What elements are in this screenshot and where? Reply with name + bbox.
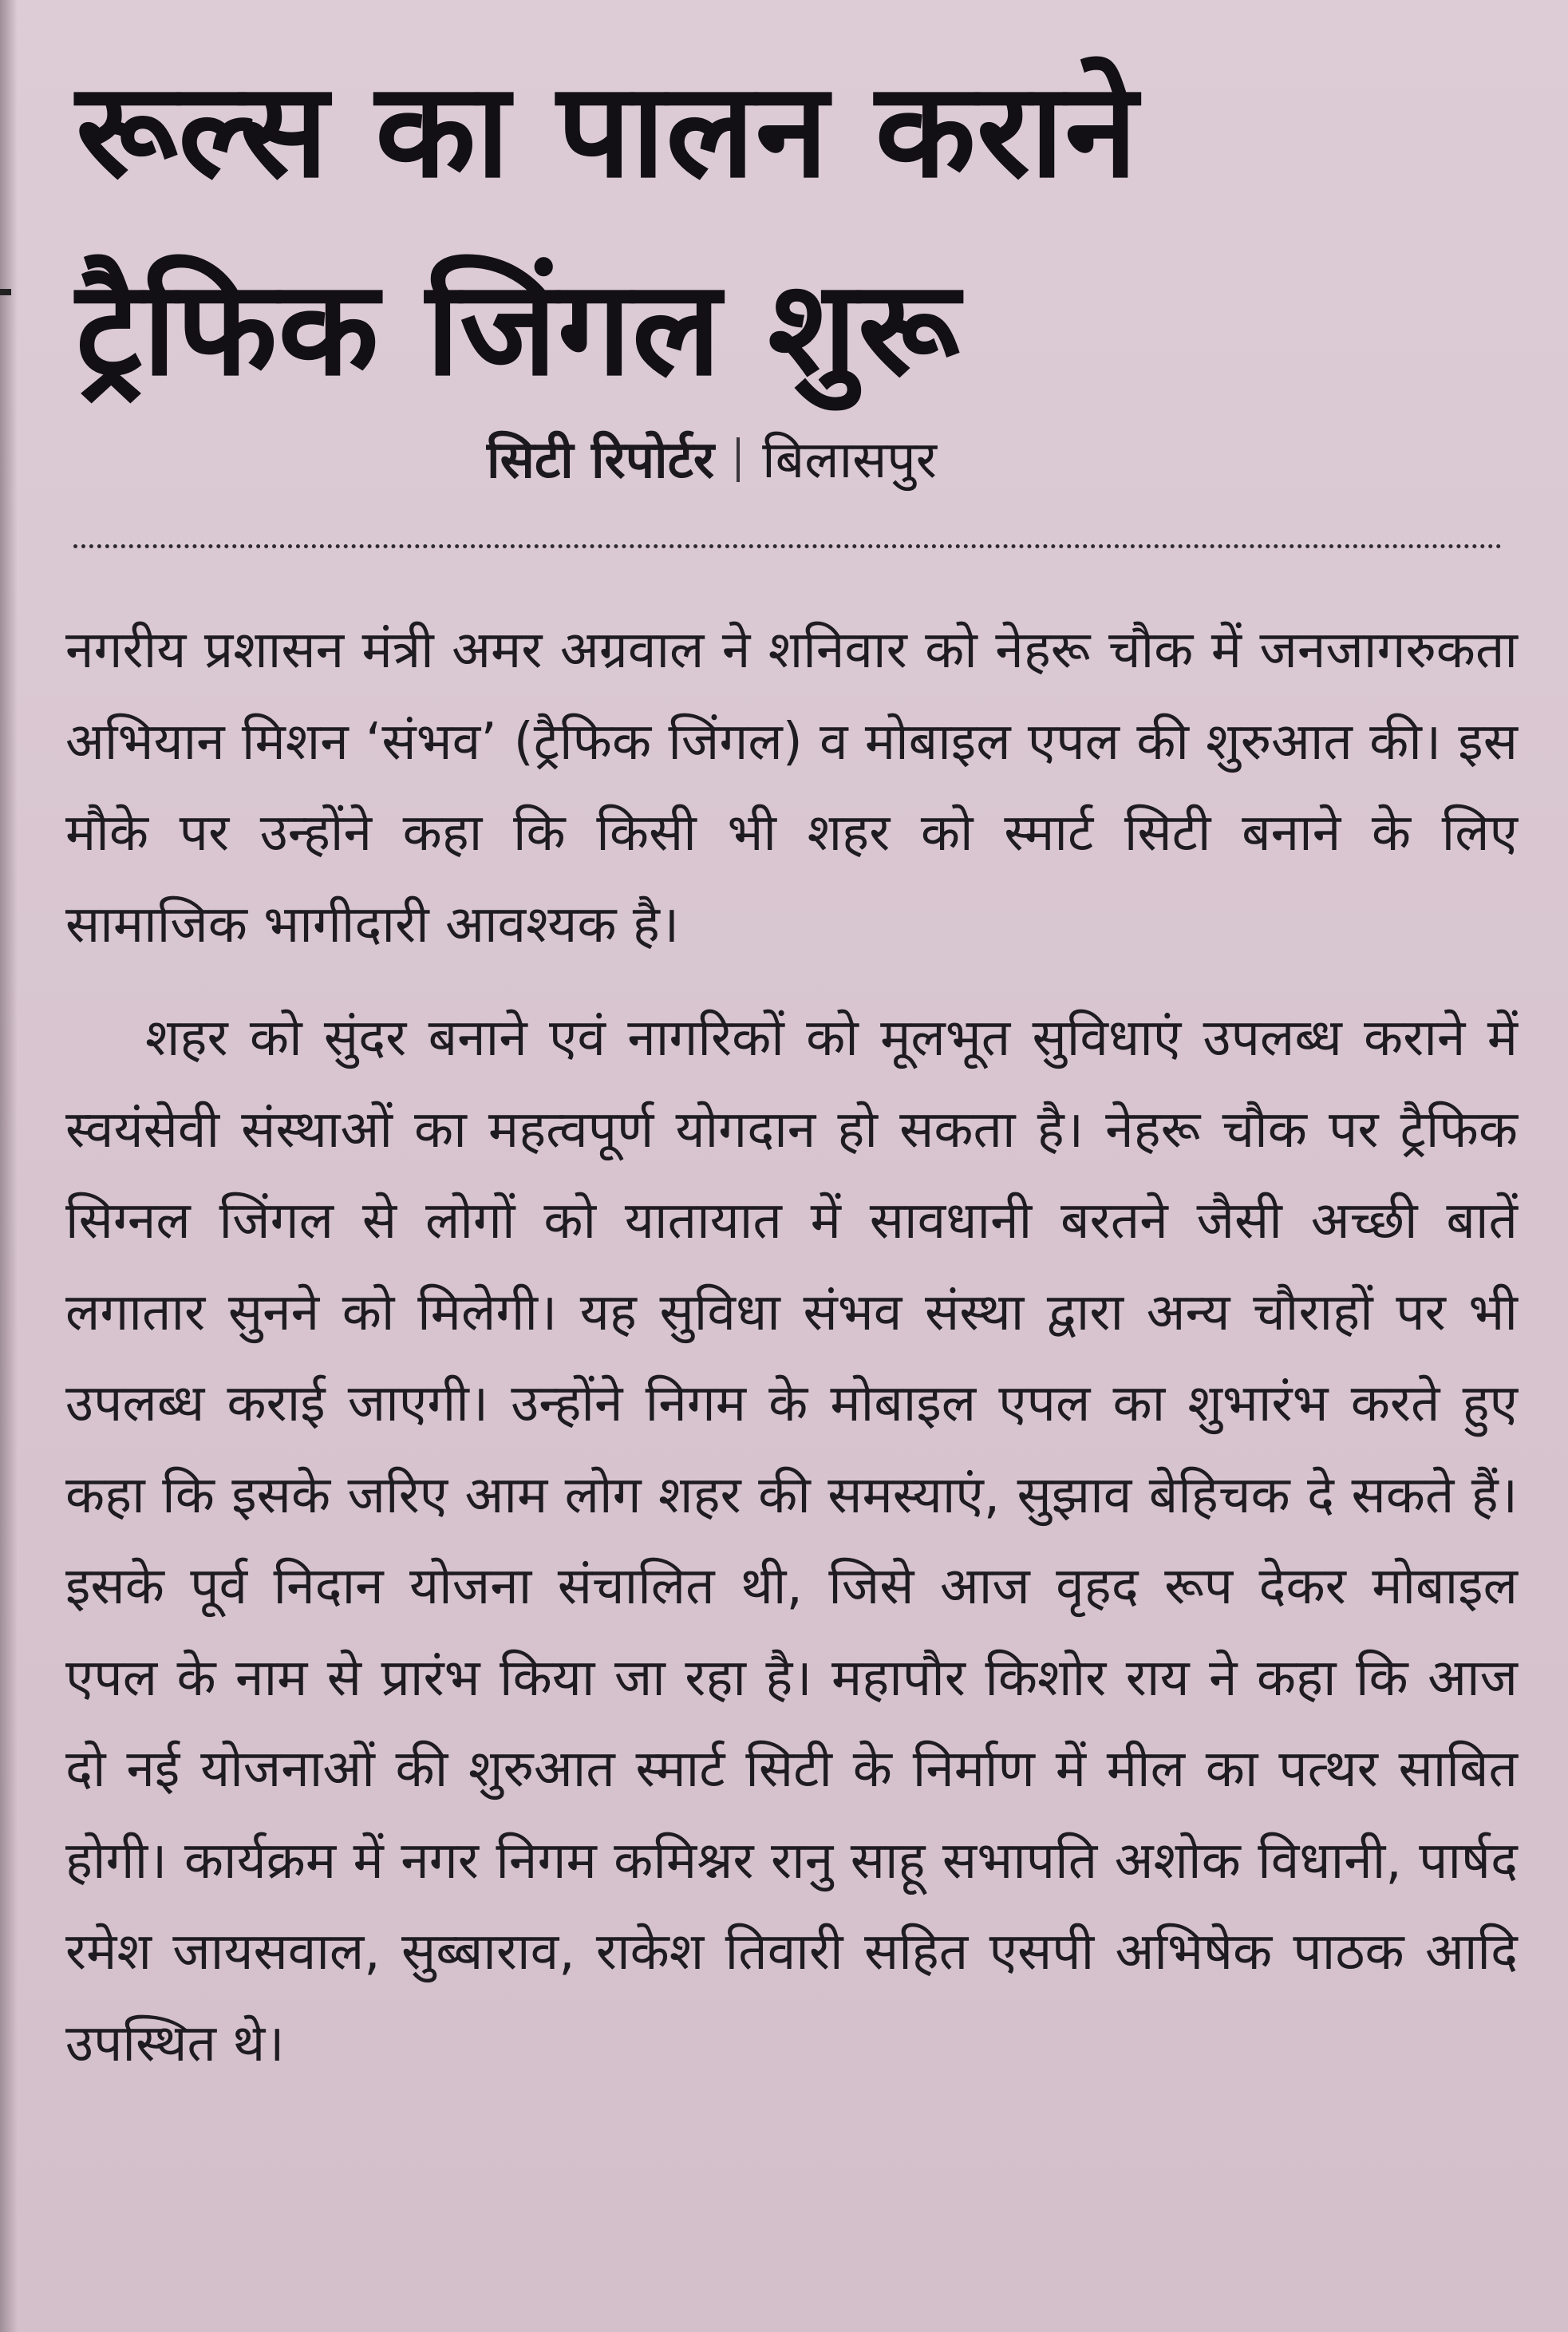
byline-separator [737,437,740,482]
dotted-divider [73,544,1502,548]
byline-city: बिलासपुर [762,431,937,490]
headline-line-1: रूल्स का पालन कराने [76,54,1139,207]
byline [487,423,937,492]
headline [76,32,1512,428]
headline-line-2: ट्रैफिक जिंगल शुरू [76,252,961,405]
article-paragraph-2: शहर को सुंदर बनाने एवं नागरिकों को मूलभूत सुविधाएं उपलब्ध कराने में स्वयंसेवी संस्थाओं का महत्वपूर्ण योगदान हो सकता है। नेहरू चौक पर ट्रैफिक सिग्नल जिंगल से लोगों को यातायात में सावधानी बरतने जैसी अच्छी बातें लगातार सुनने को मिलेगी। यह सुविधा संभव संस्था द्वारा अन्य चौराहों पर भी उपलब्ध कराई जाएगी। उन्होंने निगम के मोबाइल एपल का शुभारंभ करते हुए कहा कि इसके जरिए आम लोग शहर की समस्याएं, सुझाव बेहिचक दे सकते हैं। इसके पूर्व निदान योजना संचालित थी, जिसे आज वृहद रूप देकर मोबाइल एपल के नाम से प्रारंभ किया जा रहा है। महापौर किशोर राय ने कहा कि आज दो नई योजनाओं की शुरुआत स्मार्ट सिटी के निर्माण में मील का पत्थर साबित होगी। कार्यक्रम में नगर निगम कमिश्नर रानु साहू सभापति अशोक विधानी, पार्षद रमेश जायसवाल, सुब्बाराव, राकेश तिवारी सहित एसपी अभिषेक पाठक आदि उपस्थित थे। [65,1009,1518,2073]
article-paragraph-1: नगरीय प्रशासन मंत्री अमर अग्रवाल ने शनिवार को नेहरू चौक में जनजागरुकता अभियान मिशन ‘संभव’ (ट्रैफिक जिंगल) व मोबाइल एपल की शुरुआत की। इस मौके पर उन्होंने कहा कि किसी भी शहर को स्मार्ट सिटी बनाने के लिए सामाजिक भागीदारी आवश्यक है। [65,621,1518,955]
byline-reporter: सिटी रिपोर्टर [487,431,715,490]
margin-mark [0,289,11,295]
article-body [65,605,1518,2089]
page-edge-shadow [0,0,18,2332]
